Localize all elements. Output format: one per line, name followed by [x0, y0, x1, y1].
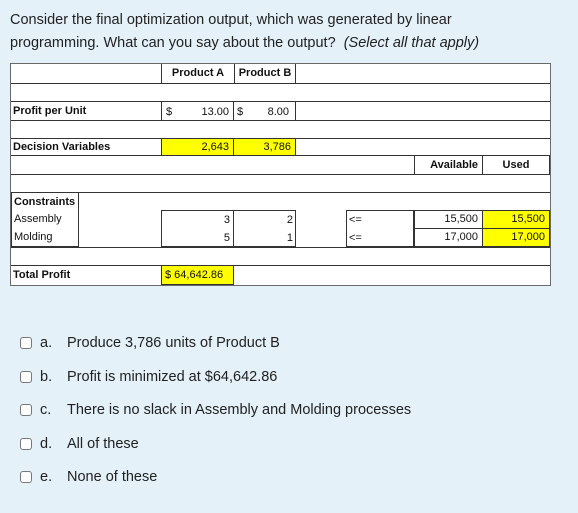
used-header: Used	[482, 155, 550, 175]
option-d-checkbox[interactable]	[20, 438, 32, 450]
grid-line	[11, 265, 550, 266]
option-e-checkbox[interactable]	[20, 471, 32, 483]
assembly-used: 15,500	[482, 210, 550, 229]
option-c-text: There is no slack in Assembly and Molding processes	[67, 402, 412, 418]
option-d-text: All of these	[67, 436, 139, 452]
option-e-letter: e.	[40, 469, 53, 485]
molding-sign: <=	[349, 232, 362, 244]
question-line-2	[10, 32, 570, 55]
header-product-b: Product B	[234, 64, 296, 84]
question-hint: (Select all that apply)	[343, 35, 480, 51]
molding-a-value: 5	[223, 232, 230, 244]
option-c-checkbox[interactable]	[20, 404, 32, 416]
option-a-checkbox[interactable]	[20, 337, 32, 349]
profit-a-value: 13.00	[201, 106, 229, 118]
assembly-b-value: 2	[286, 214, 293, 226]
option-b-letter: b.	[40, 369, 53, 385]
constraints-label: Constraints	[11, 192, 79, 211]
decision-variables-label: Decision Variables	[13, 141, 111, 153]
molding-label: Molding	[11, 228, 79, 247]
option-d[interactable]	[20, 434, 139, 454]
option-d-letter: d.	[40, 436, 53, 452]
option-a-text: Produce 3,786 units of Product B	[67, 335, 280, 351]
profit-b-currency: $	[237, 106, 244, 118]
question-line-2-text: programming. What can you say about the output?	[10, 35, 336, 51]
option-c[interactable]	[20, 400, 411, 420]
spreadsheet-image	[10, 63, 551, 286]
decision-a-cell: 2,643	[161, 138, 234, 156]
molding-used: 17,000	[482, 228, 550, 247]
option-a-letter: a.	[40, 335, 53, 351]
assembly-a-value: 3	[223, 214, 230, 226]
profit-b-cell	[233, 101, 296, 121]
option-c-letter: c.	[40, 402, 52, 418]
option-e[interactable]	[20, 467, 157, 487]
assembly-sign: <=	[349, 214, 362, 226]
profit-a-currency: $	[166, 106, 173, 118]
total-profit-label: Total Profit	[13, 269, 71, 281]
assembly-available: 15,500	[414, 210, 483, 229]
assembly-label: Assembly	[11, 210, 79, 229]
question-text	[10, 9, 570, 55]
header-product-a: Product A	[161, 64, 234, 84]
option-b[interactable]	[20, 367, 277, 387]
option-a[interactable]	[20, 333, 280, 353]
profit-b-value: 8.00	[267, 106, 289, 118]
option-b-checkbox[interactable]	[20, 371, 32, 383]
profit-per-unit-label: Profit per Unit	[13, 105, 87, 117]
profit-a-cell	[161, 101, 234, 121]
grid-line	[11, 192, 550, 193]
question-line-1: Consider the final optimization output, which was generated by linear	[10, 12, 452, 28]
available-header: Available	[414, 155, 483, 175]
decision-b-cell: 3,786	[233, 138, 296, 156]
molding-b-value: 1	[286, 232, 293, 244]
option-b-text: Profit is minimized at $64,642.86	[67, 369, 278, 385]
grid-line	[11, 247, 550, 248]
option-e-text: None of these	[67, 469, 158, 485]
total-profit-value: $ 64,642.86	[161, 265, 234, 285]
molding-available: 17,000	[414, 228, 483, 247]
